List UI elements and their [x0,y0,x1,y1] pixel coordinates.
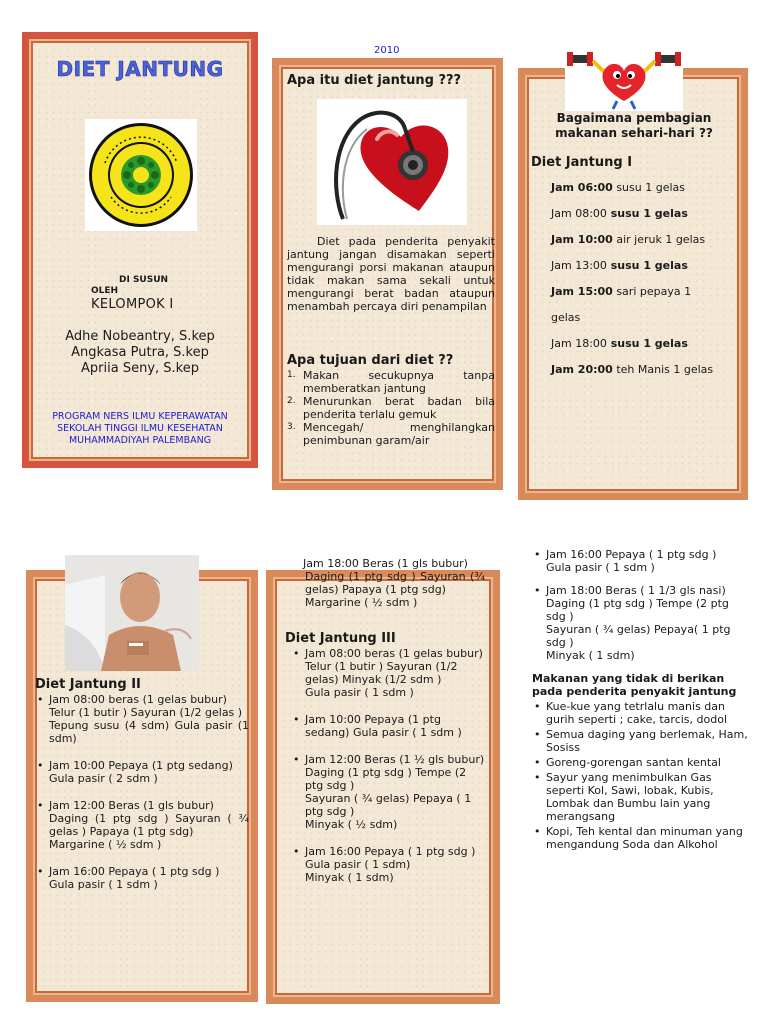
schedule-time: Jam 08:00 [551,207,607,220]
kelompok-label: KELOMPOK I [91,297,174,312]
cover-panel [22,32,258,468]
goal-heading: Apa tujuan dari diet ?? [287,353,454,368]
diet-2-list [35,693,249,905]
institution-line: MUHAMMADIYAH PALEMBANG [68,435,212,446]
schedule-food: susu 1 gelas [612,181,685,194]
institution-block [29,411,251,447]
list-number: 2. [287,396,296,406]
list-item [287,421,495,447]
schedule-row [551,181,741,194]
schedule-food: susu 1 gelas [606,259,688,272]
goal-text: Mencegah/ menghilangkan penimbunan garam/air [303,421,495,447]
list-item: • Sayur yang menimbulkan Gas seperti Kol, Sawi, lobak, Kubis, Lombak dan Bumbu lain yang merangsang [532,771,750,823]
list-number: 3. [287,422,296,432]
school-logo [85,119,197,231]
schedule-food: gelas [551,311,581,324]
list-item: • Jam 12:00 Beras (1 gls bubur) Daging (1 ptg sdg ) Sayuran ( ¾ gelas ) Papaya (1 ptg sdg) Margarine ( ½ sdm ) [35,799,249,851]
goals-list [287,369,495,447]
heart-stethoscope-image [317,99,467,225]
diet-definition-paragraph: Diet pada penderita penyakit jantung jangan disamakan seperti mengurangi porsi makanan ataupun tidak makan sama sekali untuk mengurangi berat badan ataupun menambah percaya diri penampilan [287,235,495,313]
diet-3-panel [266,557,500,1004]
schedule-time: Jam 18:00 [551,337,607,350]
avoid-heading: Makanan yang tidak di berikan pada penderita penyakit jantung [532,672,737,698]
diet-3-continued-list [532,548,750,662]
list-item: • Jam 12:00 Beras (1 ½ gls bubur) Daging (1 ptg sdg ) Tempe (2 ptg sdg ) Sayuran ( ¾ gelas) Pepaya ( 1 ptg sdg ) Minyak ( ½ sdm) [291,753,487,831]
author-name: Angkasa Putra, S.kep [71,345,209,360]
schedule-food: air jeruk 1 gelas [612,233,706,246]
list-item: • Jam 10:00 Pepaya (1 ptg sedang) Gula pasir ( 2 sdm ) [35,759,249,785]
patient-photo [65,555,199,671]
list-item: • Jam 08:00 beras (1 gelas bubur) Telur (1 butir ) Sayuran (1/2 gelas) Minyak (1/2 sdm ) Gula pasir ( 1 sdm ) [291,647,487,699]
list-item: • Jam 18:00 Beras ( 1 1/3 gls nasi) Daging (1 ptg sdg ) Tempe (2 ptg sdg ) Sayuran ( ¾ gelas) Pepaya( 1 ptg sdg ) Minyak ( 1 sdm) [532,584,750,662]
list-item: • Jam 16:00 Pepaya ( 1 ptg sdg ) Gula pasir ( 1 sdm ) [35,865,249,891]
continuation-line: Jam 18:00 Beras (1 gls bubur) [303,557,468,570]
schedule-time: Jam 15:00 [551,285,613,298]
avoid-foods-column [532,548,750,853]
schedule-time: Jam 20:00 [551,363,613,376]
authors-list [29,329,251,377]
schedule-food: sari pepaya 1 [612,285,692,298]
schedule-row [551,233,741,246]
goal-text: Menurunkan berat badan bila penderita terlalu gemuk [303,395,495,421]
list-item: • Kue-kue yang tetrlalu manis dan gurih seperti ; cake, tarcis, dodol [532,700,750,726]
list-number: 1. [287,370,296,380]
list-item [287,395,495,421]
schedule-time: Jam 13:00 [551,259,607,272]
diet-3-list [291,647,487,898]
diet-3-title: Diet Jantung III [285,631,396,646]
diet-2-panel [26,570,258,1002]
author-name: Adhe Nobeantry, S.kep [65,329,215,344]
continuation-block [305,557,485,609]
schedule-row [551,285,741,298]
schedule-heading: Bagaimana pembagian makanan sehari-hari ?? [555,111,713,140]
list-item: • Jam 10:00 Pepaya (1 ptg sedang) Gula pasir ( 1 sdm ) [291,713,487,739]
avoid-list [532,700,750,851]
list-item: • Jam 08:00 beras (1 gelas bubur) Telur (1 butir ) Sayuran (1/2 gelas ) Tepung susu (4 sdm) Gula pasir (1 sdm) [35,693,249,745]
schedule-food: teh Manis 1 gelas [612,363,714,376]
continuation-line: Daging (1 ptg sdg ) Sayuran (¾ gelas) Papaya (1 ptg sdg) [305,570,485,596]
schedule-time: Jam 06:00 [551,181,613,194]
disusun-label: DI SUSUN [119,275,169,285]
schedule-list [551,181,741,389]
schedule-row [551,259,741,272]
list-item: • Kopi, Teh kental dan minuman yang mengandung Soda dan Alkohol [532,825,750,851]
oleh-label: OLEH [91,286,119,296]
continuation-line: Margarine ( ½ sdm ) [305,596,418,609]
schedule-food: susu 1 gelas [606,337,688,350]
schedule-food: susu 1 gelas [606,207,688,220]
diet-2-title: Diet Jantung II [35,677,141,692]
list-item: • Goreng-gorengan santan kental [532,756,750,769]
institution-line: SEKOLAH TINGGI ILMU KESEHATAN [57,423,223,434]
schedule-row [551,337,741,350]
daily-schedule-panel [518,68,748,500]
list-item: • Jam 16:00 Pepaya ( 1 ptg sdg ) Gula pasir ( 1 sdm) Minyak ( 1 sdm) [291,845,487,884]
schedule-time: Jam 10:00 [551,233,613,246]
institution-line: PROGRAM NERS ILMU KEPERAWATAN [52,411,228,422]
about-diet-panel [272,58,503,490]
about-question: Apa itu diet jantung ??? [287,73,462,88]
year-label: 2010 [374,45,400,56]
list-item: • Jam 16:00 Pepaya ( 1 ptg sdg ) Gula pasir ( 1 sdm ) [532,548,750,574]
schedule-row [551,207,741,220]
schedule-row [551,363,741,376]
heart-mascot-icon [565,49,683,111]
list-item [287,369,495,395]
author-name: Apriia Seny, S.kep [81,361,199,376]
cover-title: DIET JANTUNG [56,57,224,81]
list-item: • Semua daging yang berlemak, Ham, Sosiss [532,728,750,754]
diet-1-title: Diet Jantung I [531,155,633,170]
goal-text: Makan secukupnya tanpa memberatkan jantung [303,369,495,395]
schedule-row [551,311,741,324]
